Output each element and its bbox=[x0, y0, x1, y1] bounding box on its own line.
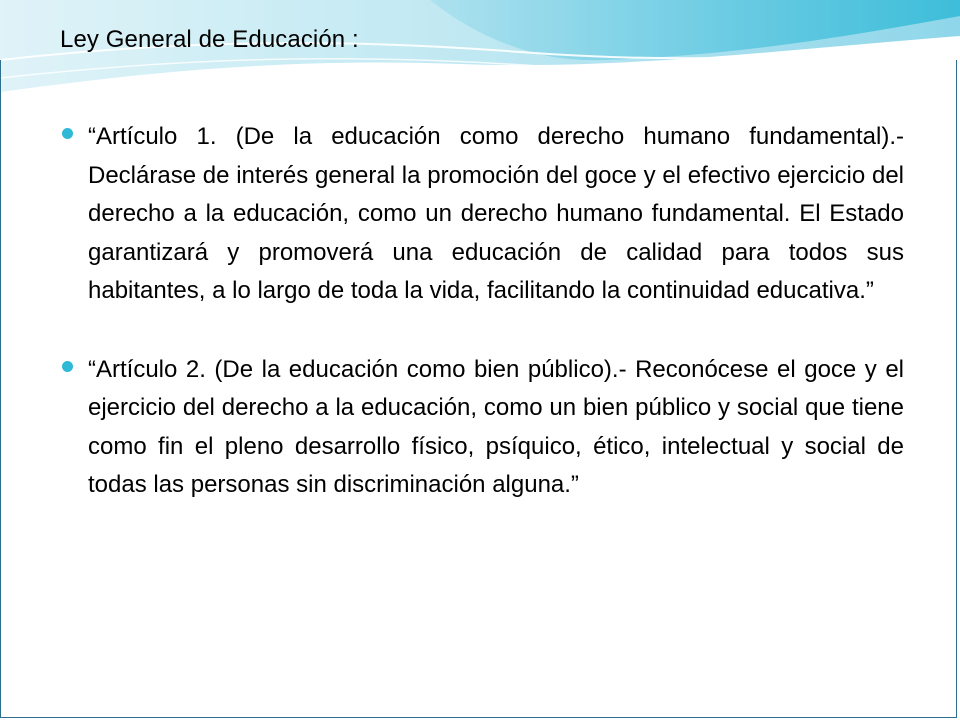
article-1-text: “Artículo 1. (De la educación como derecho humano fundamental).- Declárase de interés general la promoción del goce y el efectivo ejercicio del derecho a la educación, como un derecho humano fundamental. El Estado garantizará y promoverá una educación de calidad para todos sus habitantes, a lo largo de toda la vida, facilitando la continuidad educativa.” bbox=[88, 123, 904, 304]
bullet-list bbox=[0, 118, 960, 545]
bullet-dot-icon bbox=[62, 128, 73, 139]
slide-title: Ley General de Educación : bbox=[60, 26, 359, 53]
article-2-text: “Artículo 2. (De la educación como bien público).- Reconócese el goce y el ejercicio del derecho a la educación, como un bien público y social que tiene como fin el pleno desarrollo físico, psíquico, ético, intelectual y social de todas las personas sin discriminación alguna.” bbox=[88, 355, 904, 498]
bullet-item bbox=[0, 351, 960, 505]
bullet-dot-icon bbox=[62, 361, 73, 372]
bullet-item bbox=[0, 118, 960, 311]
